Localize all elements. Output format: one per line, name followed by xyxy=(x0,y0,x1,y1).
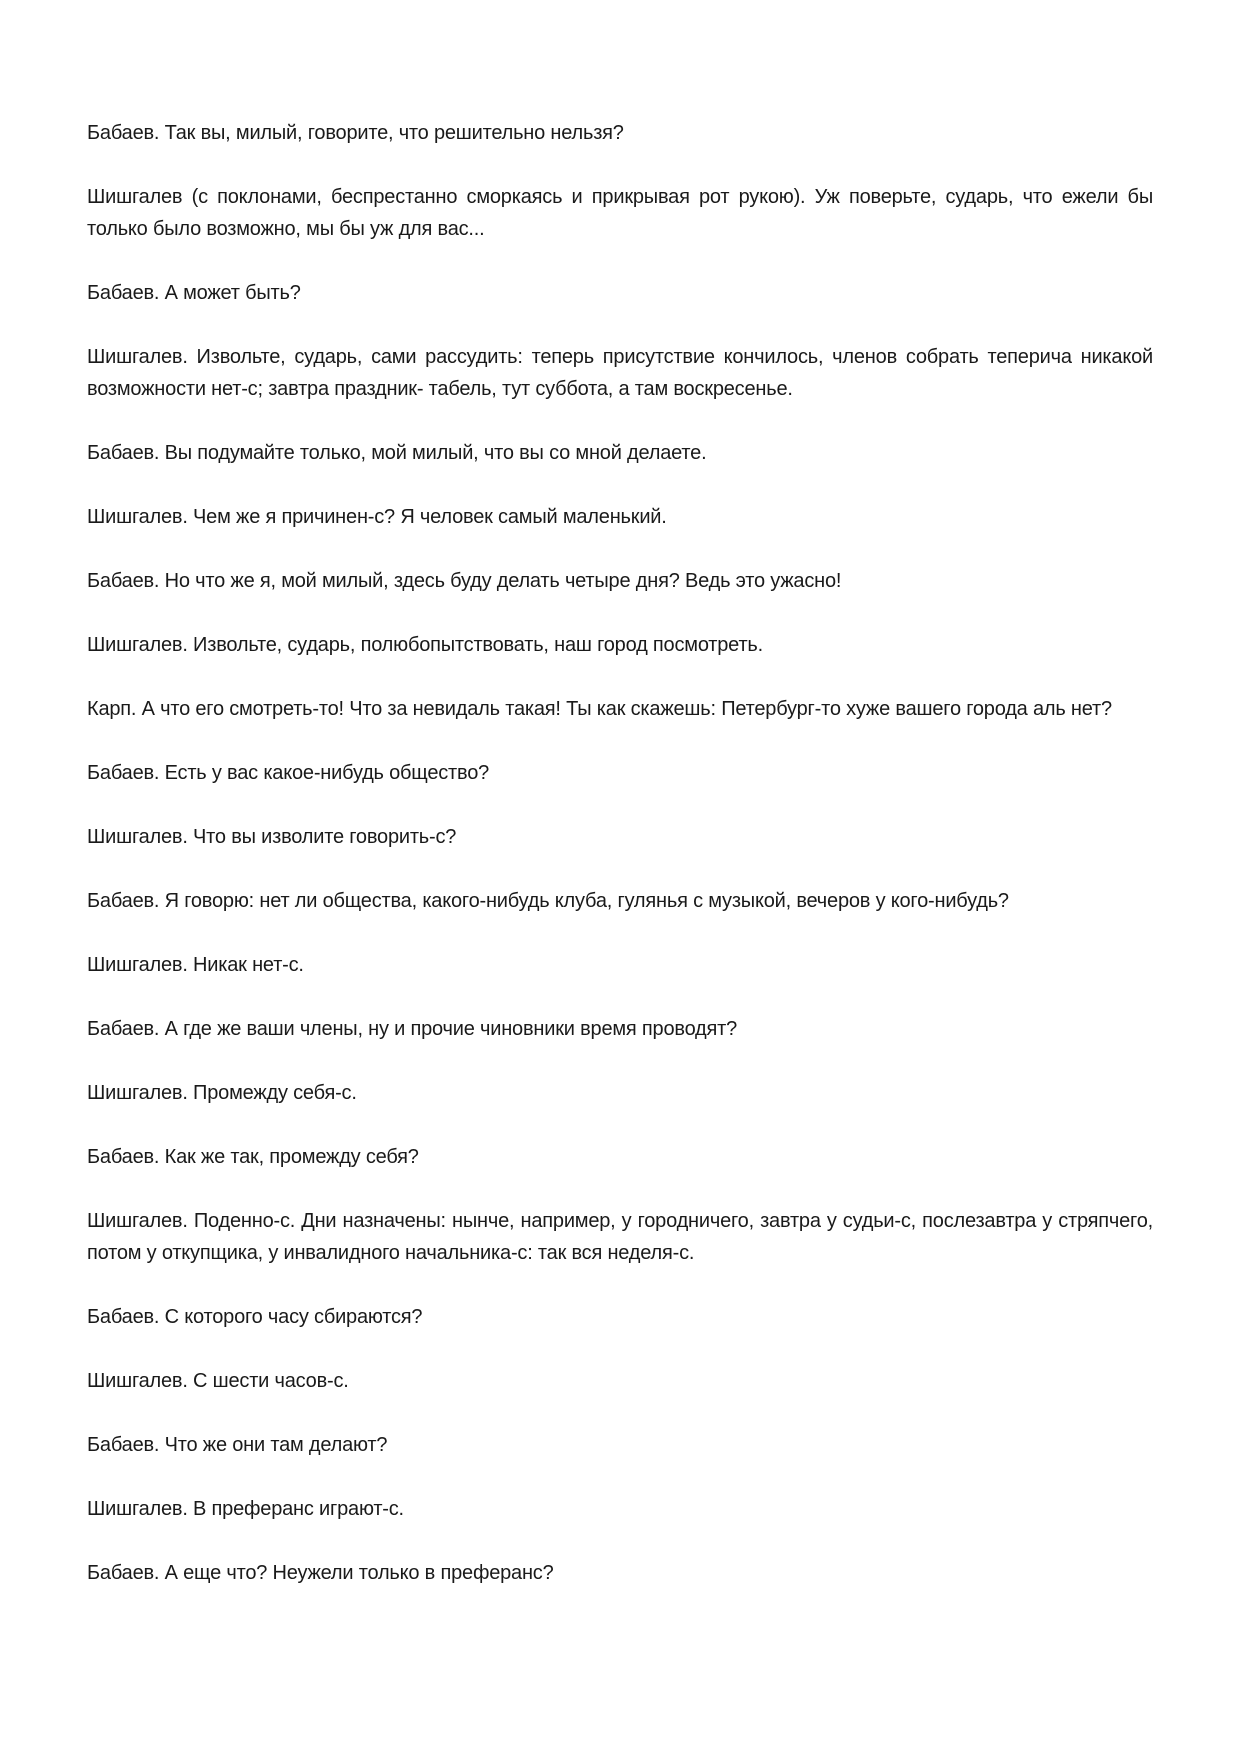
dialogue-line-20: Бабаев. Что же они там делают? xyxy=(87,1434,388,1456)
dialogue-line-10: Бабаев. Есть у вас какое-нибудь общество? xyxy=(87,762,490,784)
dialogue-line-18: Бабаев. С которого часу сбираются? xyxy=(87,1306,423,1328)
dialogue-line-2: Шишгалев (с поклонами, беспрестанно сморкаясь и прикрывая рот рукою). Уж поверьте, сударь, что ежели бы только было возможно, мы бы уж для вас... xyxy=(87,186,1153,240)
dialogue-line-14: Бабаев. А где же ваши члены, ну и прочие чиновники время проводят? xyxy=(87,1018,738,1040)
dialogue-line-13: Шишгалев. Никак нет-с. xyxy=(87,954,304,976)
dialogue-line-9: Карп. А что его смотреть-то! Что за невидаль такая! Ты как скажешь: Петербург-то хуже вашего города аль нет? xyxy=(87,698,1112,720)
dialogue-line-12: Бабаев. Я говорю: нет ли общества, какого-нибудь клуба, гулянья с музыкой, вечеров у кого-нибудь? xyxy=(87,890,1009,912)
dialogue-line-7: Бабаев. Но что же я, мой милый, здесь буду делать четыре дня? Ведь это ужасно! xyxy=(87,570,842,592)
dialogue-line-11: Шишгалев. Что вы изволите говорить-с? xyxy=(87,826,457,848)
dialogue-line-15: Шишгалев. Промежду себя-с. xyxy=(87,1082,357,1104)
dialogue-line-17: Шишгалев. Поденно-с. Дни назначены: нынче, например, у городничего, завтра у судьи-с, послезавтра у стряпчего, потом у откупщика, у инвалидного начальника-с: так вся неделя-с. xyxy=(87,1210,1153,1264)
dialogue-line-22: Бабаев. А еще что? Неужели только в преферанс? xyxy=(87,1562,554,1584)
dialogue-line-8: Шишгалев. Извольте, сударь, полюбопытствовать, наш город посмотреть. xyxy=(87,634,763,656)
dialogue-line-5: Бабаев. Вы подумайте только, мой милый, что вы со мной делаете. xyxy=(87,442,707,464)
dialogue-line-1: Бабаев. Так вы, милый, говорите, что решительно нельзя? xyxy=(87,122,624,144)
dialogue-line-19: Шишгалев. С шести часов-с. xyxy=(87,1370,349,1392)
dialogue-line-21: Шишгалев. В преферанс играют-с. xyxy=(87,1498,404,1520)
dialogue-line-6: Шишгалев. Чем же я причинен-с? Я человек самый маленький. xyxy=(87,506,667,528)
dialogue-line-4: Шишгалев. Извольте, сударь, сами рассудить: теперь присутствие кончилось, членов собрать теперича никакой возможности нет-с; завтра праздник- табель, тут суббота, а там воскресенье. xyxy=(87,346,1153,400)
document-page xyxy=(87,117,1153,1621)
dialogue-line-3: Бабаев. А может быть? xyxy=(87,282,301,304)
dialogue-line-16: Бабаев. Как же так, промежду себя? xyxy=(87,1146,419,1168)
